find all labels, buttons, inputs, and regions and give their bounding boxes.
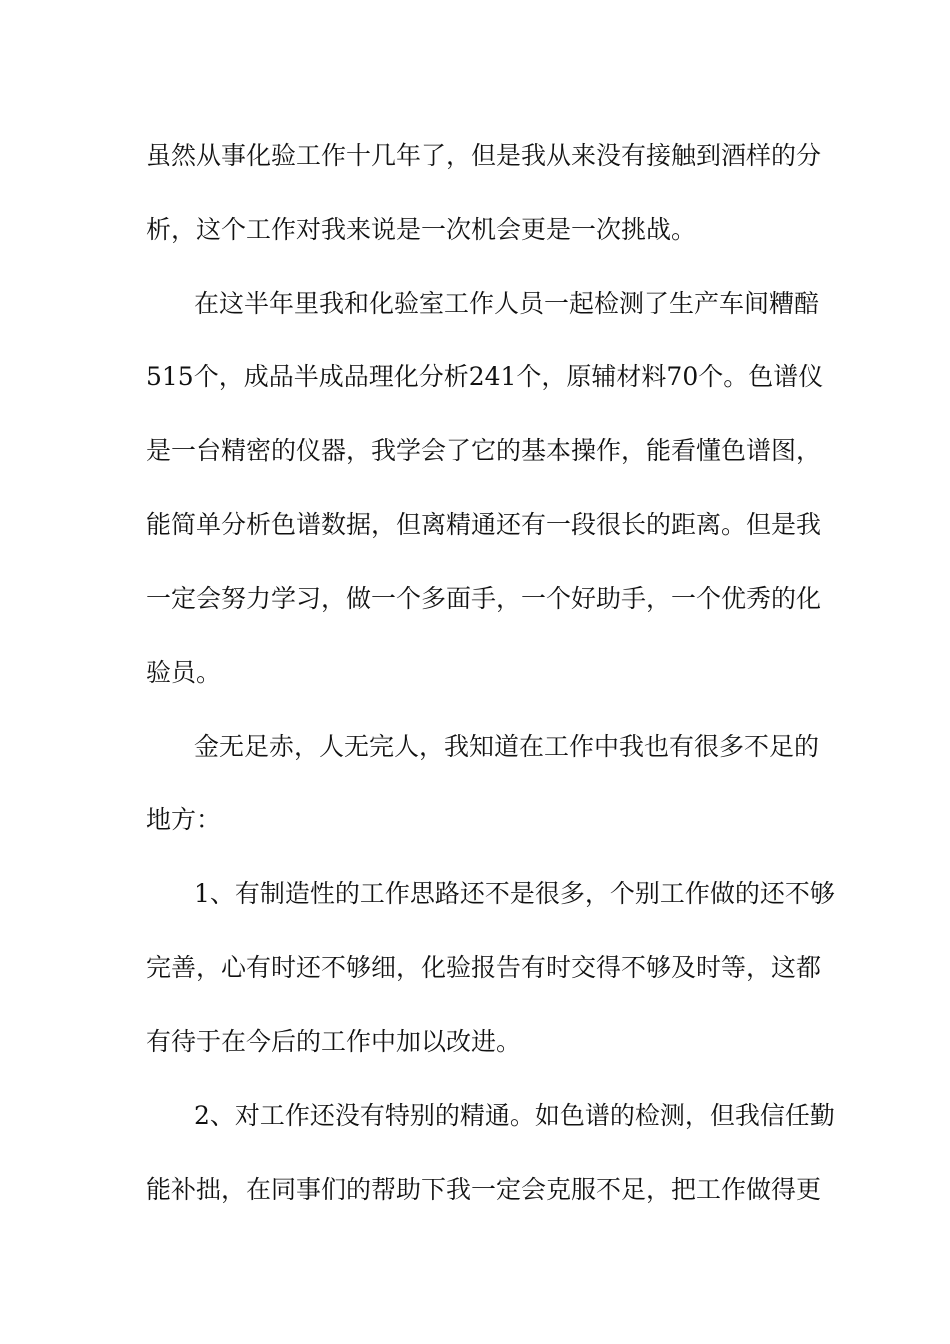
text-line: 是一台精密的仪器，我学会了它的基本操作，能看懂色谱图， bbox=[146, 436, 822, 465]
text-line: 有待于在今后的工作中加以改进。 bbox=[146, 1027, 522, 1056]
text-line: 能补拙，在同事们的帮助下我一定会克服不足，把工作做得更 bbox=[146, 1175, 822, 1204]
text-line: 地方： bbox=[146, 805, 222, 834]
paragraph-first-line: 金无足赤，人无完人，我知道在工作中我也有很多不足的 bbox=[194, 732, 820, 761]
text-line: 能简单分析色谱数据，但离精通还有一段很长的距离。但是我 bbox=[146, 510, 822, 539]
text-line: 一定会努力学习，做一个多面手，一个好助手，一个优秀的化 bbox=[146, 584, 822, 613]
text-line: 完善，心有时还不够细，化验报告有时交得不够及时等，这都 bbox=[146, 953, 822, 982]
list-item-1-first-line: 1、有制造性的工作思路还不是很多，个别工作做的还不够 bbox=[194, 879, 835, 908]
list-item-2-first-line: 2、对工作还没有特别的精通。如色谱的检测，但我信任勤 bbox=[194, 1101, 835, 1130]
text-line: 515个，成品半成品理化分析241个，原辅材料70个。色谱仪 bbox=[146, 362, 824, 391]
paragraph-first-line: 在这半年里我和化验室工作人员一起检测了生产车间糟醅 bbox=[194, 289, 820, 318]
text-line: 虽然从事化验工作十几年了，但是我从来没有接触到酒样的分 bbox=[146, 141, 822, 170]
text-line: 验员。 bbox=[146, 658, 222, 687]
text-line: 析，这个工作对我来说是一次机会更是一次挑战。 bbox=[146, 215, 697, 244]
